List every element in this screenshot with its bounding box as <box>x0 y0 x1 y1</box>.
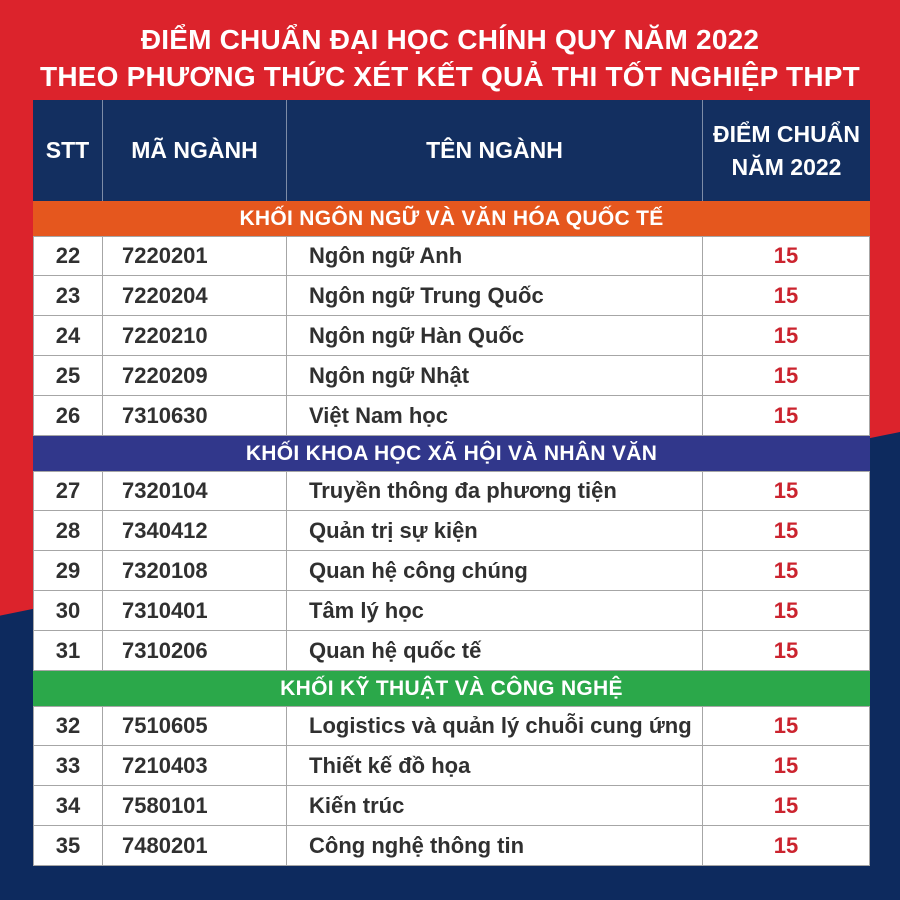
score-cell: 15 <box>703 826 870 866</box>
stt-cell: 31 <box>33 631 103 671</box>
code-cell: 7580101 <box>103 786 287 826</box>
score-cell: 15 <box>703 631 870 671</box>
column-header-diem-chuan <box>703 100 870 201</box>
name-cell: Việt Nam học <box>287 396 703 436</box>
code-cell: 7220204 <box>103 276 287 316</box>
code-cell: 7310630 <box>103 396 287 436</box>
name-cell: Quan hệ quốc tế <box>287 631 703 671</box>
column-header-ma-nganh: MÃ NGÀNH <box>103 100 287 201</box>
code-cell: 7340412 <box>103 511 287 551</box>
name-cell: Ngôn ngữ Hàn Quốc <box>287 316 703 356</box>
code-cell: 7480201 <box>103 826 287 866</box>
column-header-diem-chuan-line1: ĐIỂM CHUẨN <box>713 120 860 147</box>
score-cell: 15 <box>703 746 870 786</box>
stt-cell: 28 <box>33 511 103 551</box>
column-header-stt: STT <box>33 100 103 201</box>
poster-title <box>0 0 900 95</box>
score-cell: 15 <box>703 471 870 511</box>
stt-cell: 27 <box>33 471 103 511</box>
code-cell: 7310206 <box>103 631 287 671</box>
title-line-2: THEO PHƯƠNG THỨC XÉT KẾT QUẢ THI TỐT NGHIỆP THPT <box>40 61 860 92</box>
stt-cell: 34 <box>33 786 103 826</box>
stt-cell: 23 <box>33 276 103 316</box>
column-header-ten-nganh: TÊN NGÀNH <box>287 100 703 201</box>
title-line-1: ĐIỂM CHUẨN ĐẠI HỌC CHÍNH QUY NĂM 2022 <box>140 24 760 55</box>
score-cell: 15 <box>703 786 870 826</box>
score-cell: 15 <box>703 706 870 746</box>
code-cell: 7320104 <box>103 471 287 511</box>
stt-cell: 25 <box>33 356 103 396</box>
stt-cell: 29 <box>33 551 103 591</box>
name-cell: Quan hệ công chúng <box>287 551 703 591</box>
name-cell: Công nghệ thông tin <box>287 826 703 866</box>
score-cell: 15 <box>703 591 870 631</box>
code-cell: 7310401 <box>103 591 287 631</box>
name-cell: Thiết kế đồ họa <box>287 746 703 786</box>
column-header-diem-chuan-line2: NĂM 2022 <box>731 153 842 180</box>
name-cell: Ngôn ngữ Nhật <box>287 356 703 396</box>
score-cell: 15 <box>703 396 870 436</box>
section-band: KHỐI KHOA HỌC XÃ HỘI VÀ NHÂN VĂN <box>33 436 870 471</box>
score-cell: 15 <box>703 511 870 551</box>
name-cell: Logistics và quản lý chuỗi cung ứng <box>287 706 703 746</box>
stt-cell: 35 <box>33 826 103 866</box>
stt-cell: 24 <box>33 316 103 356</box>
code-cell: 7220209 <box>103 356 287 396</box>
name-cell: Tâm lý học <box>287 591 703 631</box>
section-band: KHỐI NGÔN NGỮ VÀ VĂN HÓA QUỐC TẾ <box>33 201 870 236</box>
code-cell: 7320108 <box>103 551 287 591</box>
name-cell: Kiến trúc <box>287 786 703 826</box>
score-cell: 15 <box>703 316 870 356</box>
section-band: KHỐI KỸ THUẬT VÀ CÔNG NGHỆ <box>33 671 870 706</box>
code-cell: 7510605 <box>103 706 287 746</box>
stt-cell: 33 <box>33 746 103 786</box>
score-cell: 15 <box>703 356 870 396</box>
name-cell: Ngôn ngữ Anh <box>287 236 703 276</box>
stt-cell: 22 <box>33 236 103 276</box>
name-cell: Truyền thông đa phương tiện <box>287 471 703 511</box>
name-cell: Ngôn ngữ Trung Quốc <box>287 276 703 316</box>
score-cell: 15 <box>703 236 870 276</box>
stt-cell: 30 <box>33 591 103 631</box>
code-cell: 7220210 <box>103 316 287 356</box>
stt-cell: 32 <box>33 706 103 746</box>
scores-table <box>33 100 870 866</box>
score-cell: 15 <box>703 551 870 591</box>
code-cell: 7220201 <box>103 236 287 276</box>
score-cell: 15 <box>703 276 870 316</box>
name-cell: Quản trị sự kiện <box>287 511 703 551</box>
stt-cell: 26 <box>33 396 103 436</box>
code-cell: 7210403 <box>103 746 287 786</box>
